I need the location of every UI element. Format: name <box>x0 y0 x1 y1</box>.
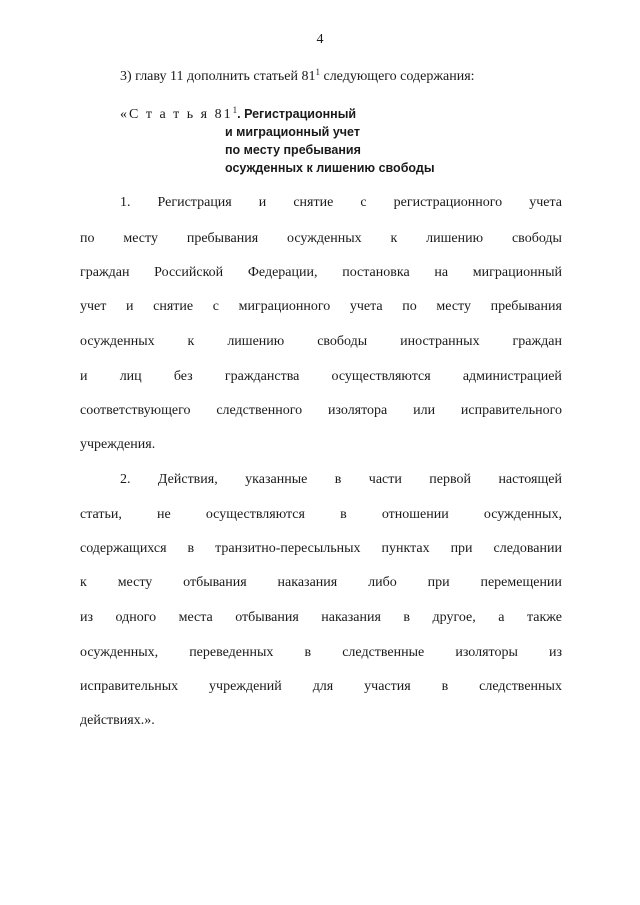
word: и <box>258 195 267 210</box>
word: регистрационного <box>393 195 503 210</box>
word: миграционного <box>238 299 331 314</box>
word: и <box>80 369 88 384</box>
word: учета <box>349 299 383 314</box>
word: перемещении <box>480 575 562 590</box>
word: не <box>156 507 171 522</box>
word: учет <box>80 299 107 314</box>
word: по <box>80 231 95 246</box>
word: для <box>312 679 334 694</box>
word: лиц <box>119 369 142 384</box>
word: учета <box>529 195 562 210</box>
word: осуществляются <box>331 369 431 384</box>
word: без <box>173 369 193 384</box>
word: учреждений <box>209 679 282 694</box>
word: граждан <box>80 265 130 280</box>
article-heading <box>120 107 356 123</box>
amendment-intro <box>120 69 475 85</box>
word: снятие <box>293 195 334 210</box>
body-line <box>80 369 562 385</box>
word: изоляторы <box>455 645 518 660</box>
body-line: действиях.». <box>80 713 155 728</box>
word: к <box>187 334 195 349</box>
body-line <box>80 231 562 247</box>
word: отбывания <box>183 575 247 590</box>
intro-text-end: следующего содержания: <box>319 69 475 84</box>
word: постановка <box>342 265 410 280</box>
article-title-line: по месту пребывания <box>225 143 361 157</box>
word: Федерации, <box>247 265 318 280</box>
body-line <box>120 195 562 211</box>
word: соответствующего <box>80 403 191 418</box>
body-line <box>80 679 562 695</box>
article-title: . Регистрационный <box>237 107 357 121</box>
word: одного <box>115 610 157 625</box>
word: месту <box>123 231 158 246</box>
word: в <box>187 541 195 556</box>
body-line <box>80 645 562 661</box>
body-line <box>80 541 562 557</box>
intro-text: 3) главу 11 дополнить статьей 81 <box>120 69 316 84</box>
word: месту <box>436 299 471 314</box>
word: следственных <box>479 679 562 694</box>
word: пунктах <box>381 541 430 556</box>
word: отношении <box>381 507 449 522</box>
word: месту <box>117 575 153 590</box>
word: лишению <box>426 231 484 246</box>
word: 1. <box>120 195 131 210</box>
word: свободы <box>317 334 368 349</box>
body-line <box>80 265 562 281</box>
body-line <box>80 575 562 591</box>
word: отбывания <box>235 610 299 625</box>
word: лишению <box>227 334 285 349</box>
word: в <box>441 679 449 694</box>
word: другое, <box>432 610 476 625</box>
word: при <box>450 541 473 556</box>
word: изолятора <box>327 403 388 418</box>
article-title-line: осужденных к лишению свободы <box>225 161 435 175</box>
word: следовании <box>493 541 562 556</box>
word: места <box>178 610 213 625</box>
word: миграционный <box>472 265 562 280</box>
word: переведенных <box>189 645 274 660</box>
body-line <box>120 472 562 488</box>
word: свободы <box>511 231 562 246</box>
body-line <box>80 507 562 523</box>
word: в <box>403 610 411 625</box>
word: также <box>526 610 562 625</box>
word: гражданства <box>224 369 300 384</box>
word: следственного <box>216 403 303 418</box>
word: пребывания <box>490 299 562 314</box>
word: в <box>334 472 342 487</box>
word: наказания <box>321 610 381 625</box>
body-line <box>80 403 562 419</box>
word: а <box>498 610 505 625</box>
word: к <box>80 575 87 590</box>
word: транзитно-пересыльных <box>215 541 361 556</box>
word: статьи, <box>80 507 122 522</box>
word: Российской <box>154 265 224 280</box>
page-number: 4 <box>316 32 324 47</box>
word: или <box>413 403 436 418</box>
word: осужденных <box>80 334 155 349</box>
word: участия <box>364 679 411 694</box>
body-line <box>80 299 562 315</box>
word: исправительных <box>80 679 179 694</box>
word: в <box>304 645 312 660</box>
word: к <box>390 231 398 246</box>
word: осужденных <box>287 231 362 246</box>
word: из <box>548 645 562 660</box>
word: настоящей <box>498 472 562 487</box>
word: администрацией <box>462 369 562 384</box>
word: иностранных <box>400 334 480 349</box>
word: наказания <box>277 575 338 590</box>
article-superscript: 1 <box>232 105 238 115</box>
article-title-line: и миграционный учет <box>225 125 360 139</box>
word: в <box>340 507 347 522</box>
word: либо <box>368 575 397 590</box>
body-line <box>80 610 562 626</box>
word: следственные <box>342 645 425 660</box>
word: содержащихся <box>80 541 167 556</box>
word: осуществляются <box>205 507 305 522</box>
word: осужденных, <box>80 645 159 660</box>
word: первой <box>429 472 472 487</box>
word: Действия, <box>157 472 218 487</box>
word: граждан <box>512 334 562 349</box>
word: осужденных, <box>483 507 562 522</box>
word: 2. <box>120 472 131 487</box>
word: исправительного <box>460 403 562 418</box>
word: пребывания <box>186 231 259 246</box>
intro-superscript: 1 <box>315 67 320 77</box>
word: с <box>360 195 367 210</box>
word: из <box>80 610 94 625</box>
word: при <box>427 575 450 590</box>
word: указанные <box>245 472 308 487</box>
word: Регистрация <box>157 195 232 210</box>
word: на <box>434 265 449 280</box>
word: по <box>402 299 417 314</box>
body-line <box>80 334 562 350</box>
article-prefix: «С т а т ь я 81 <box>120 107 233 122</box>
word: части <box>368 472 402 487</box>
word: с <box>212 299 219 314</box>
word: снятие <box>153 299 194 314</box>
word: и <box>126 299 134 314</box>
body-line: учреждения. <box>80 437 156 452</box>
